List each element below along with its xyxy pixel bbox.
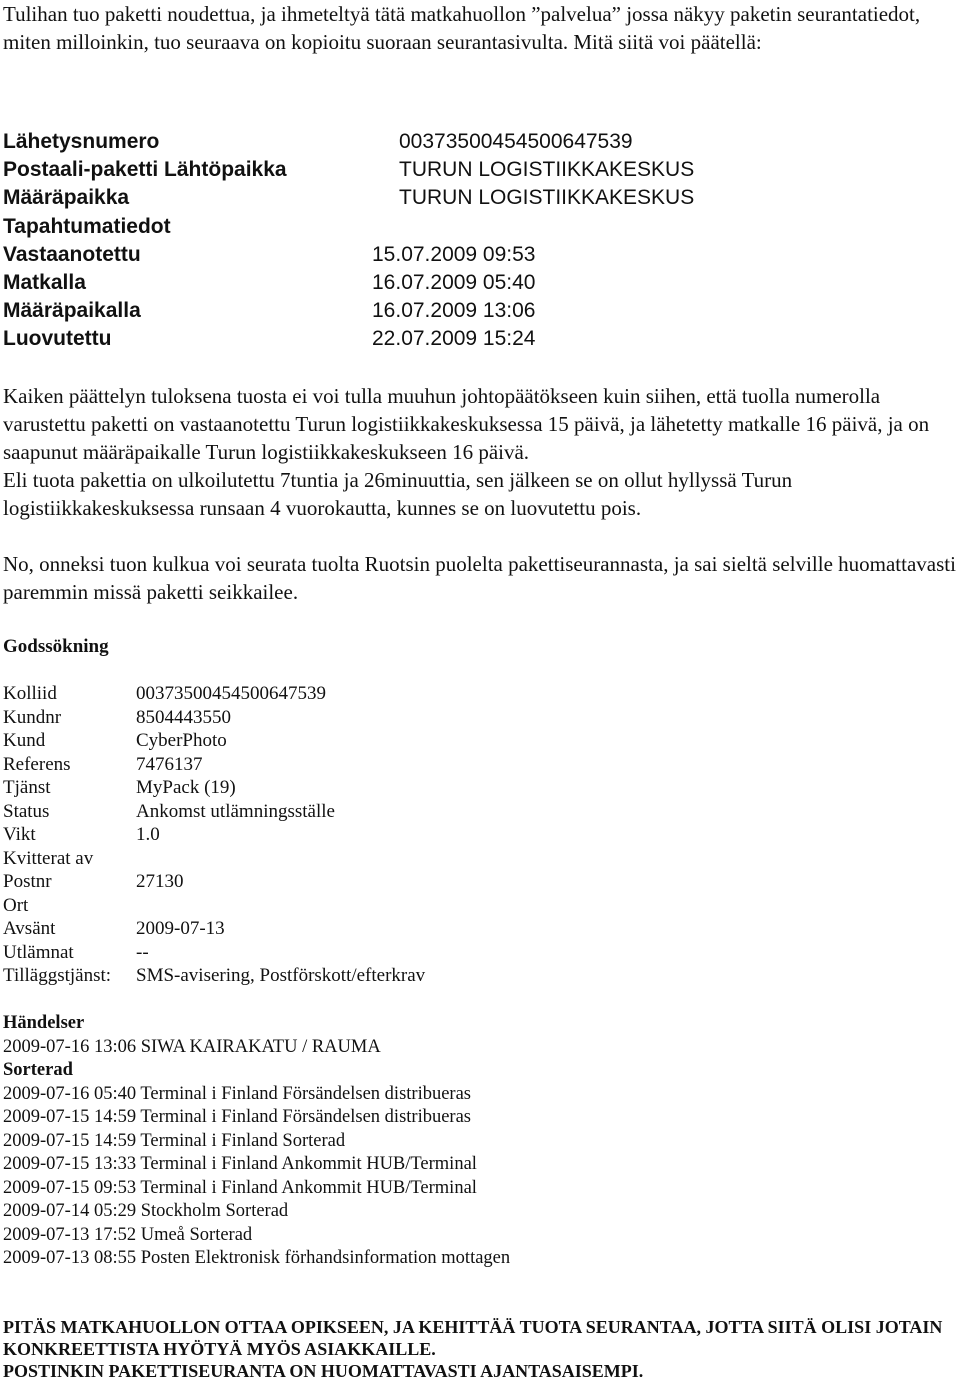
field-label: Avsänt	[3, 918, 56, 939]
field-label: Utlämnat	[3, 941, 74, 963]
sweden-tracking-paragraph: No, onneksi tuon kulkua voi seurata tuolta Ruotsin puolelta pakettiseurannasta, ja sai sieltä selville huomattavasti paremmin missä paketti seikkailee.	[3, 552, 956, 604]
shipment-label: Lähetysnumero	[3, 130, 160, 153]
field-label: Postnr	[3, 871, 52, 892]
field-value: 1.0	[136, 824, 160, 845]
closing-line-2: POSTINKIN PAKETTISEURANTA ON HUOMATTAVASTI AJANTASAISEMPI.	[3, 1361, 644, 1381]
conclusion-text-a: Kaiken päättelyn tuloksena tuosta ei voi tulla muuhun johtopäätökseen kuin siihen, että tuolla numerolla varustettu paketti on vastaanotettu Turun logistiikkakeskuksessa 15 päivä, ja lähetetty matkalle 16 päivä, ja on saapunut määräpaikalle Turun logistiikkakeskukseen 16 päivä.	[3, 384, 930, 464]
field-value: --	[136, 941, 149, 963]
closing-statement	[3, 1316, 958, 1382]
field-value: MyPack (19)	[136, 777, 236, 798]
event-line: 2009-07-13 17:52 Umeå Sorterad	[3, 1224, 253, 1245]
field-label: Vikt	[3, 824, 36, 845]
intro-paragraph: Tulihan tuo paketti noudettua, ja ihmeteltyä tätä matkahuollon ”palvelua” jossa näkyy paketin seurantatiedot, miten milloinkin, tuo seuraava on kopioitu suoraan seurantasivulta. Mitä siitä voi päätellä:	[3, 2, 921, 54]
field-label: Kundnr	[3, 706, 62, 728]
origin-value: TURUN LOGISTIIKKAKESKUS	[399, 158, 695, 182]
shipment-value: 00373500454500647539	[399, 130, 633, 153]
field-label: Ort	[3, 894, 29, 916]
event-line: Sorterad	[3, 1060, 73, 1080]
event-label: Matkalla	[3, 270, 86, 294]
origin-label: Postaali-paketti Lähtöpaikka	[3, 158, 287, 182]
field-label: Kvitterat av	[3, 847, 94, 869]
conclusion-text-b: Eli tuota pakettia on ulkoilutettu 7tuntia ja 26minuuttia, sen jälkeen se on ollut hyllyssä Turun logistiikkakeskuksessa runsaan 4 vuorokautta, kunnes se on luovutettu pois.	[3, 468, 793, 520]
events-heading: Tapahtumatiedot	[3, 214, 171, 238]
godssokning-heading: Godssökning	[3, 636, 109, 657]
event-time: 15.07.2009 09:53	[372, 242, 536, 266]
field-value: 2009-07-13	[136, 918, 225, 939]
event-line: 2009-07-14 05:29 Stockholm Sorterad	[3, 1201, 289, 1221]
destination-value: TURUN LOGISTIIKKAKESKUS	[399, 186, 695, 210]
field-value: 27130	[136, 871, 184, 892]
handelser-list	[3, 1012, 510, 1271]
event-line: 2009-07-15 14:59 Terminal i Finland Sorterad	[3, 1130, 346, 1151]
event-line: 2009-07-16 05:40 Terminal i Finland Försändelsen distribueras	[3, 1083, 471, 1104]
field-label: Kolliid	[3, 683, 57, 704]
field-value: 00373500454500647539	[136, 683, 326, 704]
event-label: Luovutettu	[3, 327, 112, 351]
field-value: Ankomst utlämningsställe	[136, 800, 335, 822]
event-label: Vastaanotettu	[3, 242, 141, 266]
event-label: Määräpaikalla	[3, 299, 141, 323]
field-value: 7476137	[136, 753, 203, 775]
closing-line-1: PITÄS MATKAHUOLLON OTTAA OPIKSEEN, JA KEHITTÄÄ TUOTA SEURANTAA, JOTTA SIITÄ OLISI JOTAIN KONKREETTISTA HYÖTYÄ MYÖS ASIAKKAILLE.	[3, 1317, 943, 1359]
field-label: Tilläggstjänst:	[3, 965, 112, 986]
field-label: Tjänst	[3, 777, 51, 798]
handelser-heading: Händelser	[3, 1013, 85, 1033]
event-line: 2009-07-16 13:06 SIWA KAIRAKATU / RAUMA	[3, 1036, 381, 1057]
event-line: 2009-07-15 13:33 Terminal i Finland Ankommit HUB/Terminal	[3, 1154, 477, 1174]
field-label: Kund	[3, 730, 46, 751]
field-label: Status	[3, 800, 50, 822]
event-line: 2009-07-15 14:59 Terminal i Finland Försändelsen distribueras	[3, 1107, 471, 1127]
event-time: 16.07.2009 13:06	[372, 299, 536, 323]
event-time: 16.07.2009 05:40	[372, 270, 536, 294]
destination-label: Määräpaikka	[3, 186, 130, 210]
conclusion-paragraph	[3, 382, 958, 522]
field-value: 8504443550	[136, 706, 231, 728]
field-value: CyberPhoto	[136, 730, 227, 751]
field-value: SMS-avisering, Postförskott/efterkrav	[136, 965, 426, 986]
event-line: 2009-07-15 09:53 Terminal i Finland Ankommit HUB/Terminal	[3, 1177, 477, 1198]
event-time: 22.07.2009 15:24	[372, 327, 536, 351]
event-line: 2009-07-13 08:55 Posten Elektronisk förhandsinformation mottagen	[3, 1248, 511, 1268]
field-label: Referens	[3, 753, 71, 775]
